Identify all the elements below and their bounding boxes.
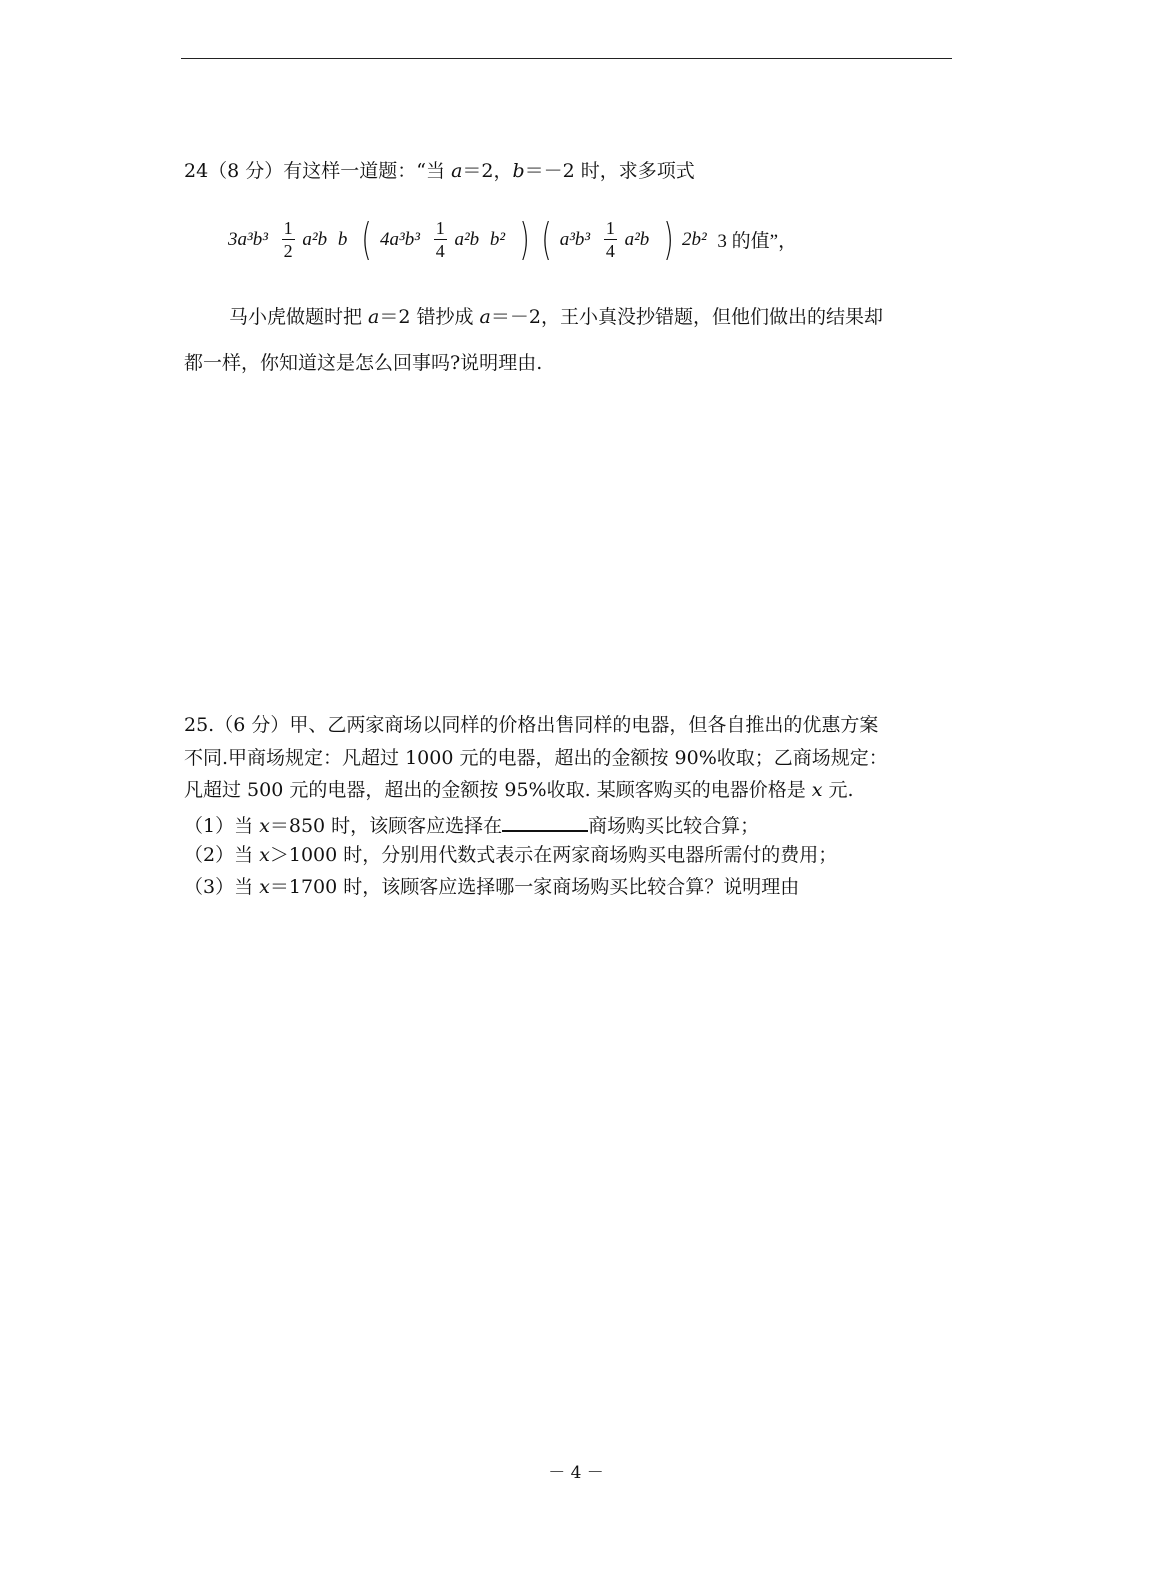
q25-subquestion-3: （3）当 x＝1700 时，该顾客应选择哪一家商场购买比较合算？说明理由 xyxy=(184,876,800,898)
q24-paragraph-1: 马小虎做题时把 a＝2 错抄成 a＝－2，王小真没抄错题，但他们做出的结果却 xyxy=(229,306,883,328)
q25-line-2: 不同.甲商场规定：凡超过 1000 元的电器，超出的金额按 90%收取；乙商场规定： xyxy=(184,747,888,769)
header-rule xyxy=(181,58,952,59)
q25-subquestion-2: （2）当 x＞1000 时，分别用代数式表示在两家商场购买电器所需付的费用； xyxy=(184,844,838,866)
q24-paragraph-2: 都一样，你知道这是怎么回事吗?说明理由. xyxy=(184,352,543,374)
q25-line-1: 25.（6 分）甲、乙两家商场以同样的价格出售同样的电器，但各自推出的优惠方案 xyxy=(184,714,879,736)
q25-subquestion-1: （1）当 x＝850 时，该顾客应选择在 商场购买比较合算； xyxy=(184,815,760,837)
fraction-one-half: $\frac{1}{2}$ xyxy=(283,218,293,261)
fraction-one-quarter-2: $\frac{1}{4}$ xyxy=(605,218,615,261)
q24-heading: 24（8 分）有这样一道题：“当 a＝2，b＝－2 时，求多项式 xyxy=(184,160,695,182)
q25-line-3: 凡超过 500 元的电器，超出的金额按 95%收取. 某顾客购买的电器价格是 x 元. xyxy=(184,779,854,801)
page-number: － 4 － xyxy=(548,1463,604,1483)
answer-blank[interactable] xyxy=(502,814,588,832)
q24-polynomial: 3a³b³ $\frac{1}{2}$ a²b b ( 4a³b³ $\frac{1}{4}$ a²b b² ) ( a³b³ $\frac{1}{4}$ a²b ) 2b² 3 的值”， xyxy=(228,214,798,265)
fraction-one-quarter: $\frac{1}{4}$ xyxy=(435,218,445,261)
